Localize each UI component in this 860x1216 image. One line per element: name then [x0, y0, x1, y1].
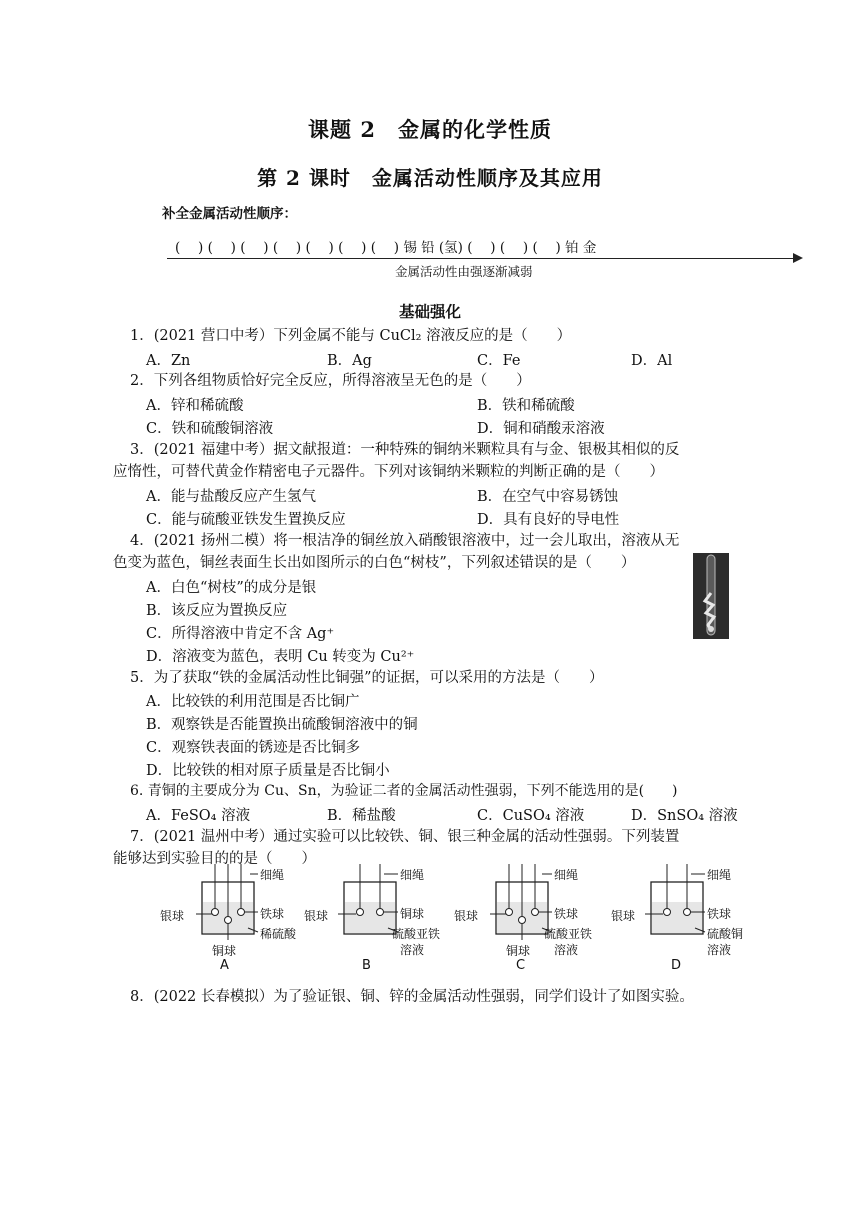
fig-a-label-3: 稀硫酸: [260, 927, 297, 941]
figure-d: [611, 862, 765, 977]
fig-c-label-2: 铁球: [554, 907, 579, 921]
fig-a-letter: A: [220, 958, 229, 973]
fig-c-bottom-label: 铜球: [506, 944, 531, 958]
fig-b-label-1: 细绳: [400, 868, 425, 882]
fig-b-label-2: 铜球: [400, 907, 425, 921]
fig-b-left-label: 银球: [304, 909, 329, 923]
q3-option-b: B．在空气中容易锈蚀: [477, 489, 619, 505]
fig-a-label-1: 细绳: [260, 868, 285, 882]
figure-b: [304, 862, 458, 977]
q3-stem-line1: 3．(2021 福建中考）据文献报道：一种特殊的铜纳米颗粒具有与金、银极其相似的反: [130, 442, 680, 458]
fig-b-letter: B: [362, 958, 371, 973]
fig-a-label-2: 铁球: [260, 907, 285, 921]
q4-option-a: A．白色“树枝”的成分是银: [146, 580, 317, 596]
q1-option-a: A．Zn: [146, 353, 191, 369]
q2-option-b: B．铁和稀硫酸: [477, 398, 575, 414]
sequence-items: ( ) ( ) ( ) ( ) ( ) ( ) ( ) 锡 铅 (氢) ( ) ( ) ( ) 铂 金: [175, 240, 597, 256]
fig-c-left-label: 银球: [454, 909, 479, 923]
q6-option-a: A．FeSO₄ 溶液: [146, 808, 251, 824]
fig-d-left-label: 银球: [611, 909, 636, 923]
q6-stem: 6. 青铜的主要成分为 Cu、Sn，为验证二者的金属活动性强弱，下列不能选用的是( ): [130, 783, 678, 799]
q1-option-c: C．Fe: [477, 353, 521, 369]
fig-c-letter: C: [516, 958, 526, 973]
q2-stem: 2．下列各组物质恰好完全反应，所得溶液呈无色的是（ ）: [130, 373, 531, 389]
intro-label: 补全金属活动性顺序：: [162, 206, 297, 222]
q1-option-d: D．Al: [631, 353, 673, 369]
fig-a-bottom-label: 铜球: [212, 944, 237, 958]
arrow-right-icon: [793, 253, 803, 263]
q5-option-a: A．比较铁的利用范围是否比铜广: [146, 694, 360, 710]
q4-stem-line1: 4．(2021 扬州二模）将一根洁净的铜丝放入硝酸银溶液中，过一会儿取出，溶液从无: [130, 533, 680, 549]
sequence-arrow-line: [167, 258, 797, 259]
q7-stem-line2: 能够达到实验目的的是（ ）: [113, 851, 316, 867]
fig-d-label-1: 细绳: [707, 868, 732, 882]
fig-d-label-3: 硫酸铜: [707, 927, 744, 941]
q6-option-d: D．SnSO₄ 溶液: [631, 808, 738, 824]
fig-d-letter: D: [671, 958, 682, 973]
fig-c-label-4: 溶液: [554, 943, 579, 957]
q3-stem-line2: 应惰性，可替代黄金作精密电子元器件。下列对该铜纳米颗粒的判断正确的是（ ）: [113, 464, 664, 480]
q5-stem: 5．为了获取“铁的金属活动性比铜强”的证据，可以采用的方法是（ ）: [130, 670, 604, 686]
fig-c-label-3: 硫酸亚铁: [544, 927, 593, 941]
q7-stem-line1: 7．(2021 温州中考）通过实验可以比较铁、铜、银三种金属的活动性强弱。下列装置: [130, 829, 680, 845]
q5-option-b: B．观察铁是否能置换出硫酸铜溶液中的铜: [146, 717, 418, 733]
fig-a-left-label: 银球: [160, 909, 185, 923]
q3-option-c: C．能与硫酸亚铁发生置换反应: [146, 512, 346, 528]
copper-wire-photo: [693, 553, 729, 639]
page-subtitle: 第 2 课时 金属活动性顺序及其应用: [257, 166, 603, 190]
q2-option-d: D．铜和硝酸汞溶液: [477, 421, 605, 437]
q2-option-c: C．铁和硫酸铜溶液: [146, 421, 274, 437]
figure-c: [454, 862, 610, 977]
fig-c-label-1: 细绳: [554, 868, 579, 882]
page-title: 课题 2 金属的化学性质: [308, 117, 552, 142]
sequence-caption: 金属活动性由强逐渐减弱: [395, 264, 533, 279]
q4-stem-line2: 色变为蓝色，铜丝表面生长出如图所示的白色“树枝”，下列叙述错误的是（ ）: [113, 555, 636, 571]
q2-option-a: A．锌和稀硫酸: [146, 398, 244, 414]
fig-b-label-3: 硫酸亚铁: [392, 927, 441, 941]
figure-a: [160, 862, 310, 977]
q1-stem: 1．(2021 营口中考）下列金属不能与 CuCl₂ 溶液反应的是（ ）: [130, 328, 572, 344]
q4-option-d: D．溶液变为蓝色，表明 Cu 转变为 Cu²⁺: [146, 649, 415, 665]
q4-option-c: C．所得溶液中肯定不含 Ag⁺: [146, 626, 335, 642]
fig-b-label-4: 溶液: [400, 943, 425, 957]
q3-option-d: D．具有良好的导电性: [477, 512, 620, 528]
q3-option-a: A．能与盐酸反应产生氢气: [146, 489, 316, 505]
q8-stem: 8．(2022 长春模拟）为了验证银、铜、锌的金属活动性强弱，同学们设计了如图实验。: [130, 989, 694, 1005]
fig-d-label-2: 铁球: [707, 907, 732, 921]
q4-option-b: B．该反应为置换反应: [146, 603, 288, 619]
q5-option-c: C．观察铁表面的锈迹是否比铜多: [146, 740, 361, 756]
activity-sequence: [165, 236, 805, 279]
q6-option-c: C．CuSO₄ 溶液: [477, 808, 585, 824]
fig-d-label-4: 溶液: [707, 943, 732, 957]
section-title: 基础强化: [398, 302, 461, 321]
q5-option-d: D．比较铁的相对原子质量是否比铜小: [146, 763, 390, 779]
q1-option-b: B．Ag: [327, 353, 372, 369]
q7-figures: [160, 862, 760, 977]
q6-option-b: B．稀盐酸: [327, 808, 396, 824]
